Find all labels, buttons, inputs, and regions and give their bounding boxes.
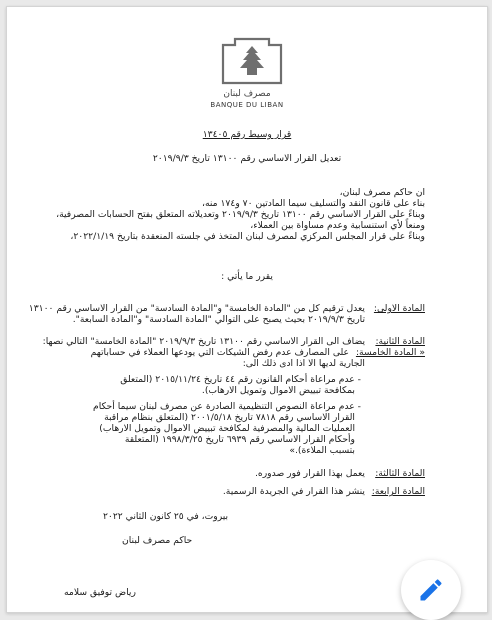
article-2-text: الجارية لديها الا اذا ادى ذلك الى: bbox=[242, 358, 365, 369]
article-3-label: المادة الثالثة: bbox=[375, 468, 425, 479]
article-1-text: تاريخ ٢٠١٩/٩/٣ بحيث يصبح على التوالي "المادة السادسة" و"المادة السابعة". bbox=[72, 314, 365, 325]
article-1-text: يعدل ترقيم كل من "المادة الخامسة" و"المادة السادسة" من القرار الاساسي رقم ١٣١٠٠ bbox=[28, 303, 365, 314]
article-2-bullet: - عدم مراعاة أحكام القانون رقم ٤٤ تاريخ ٢٠١٥/١١/٢٤ (المتعلق bbox=[120, 374, 361, 385]
article-5-label: « المادة الخامسة: bbox=[355, 347, 425, 358]
article-4-text: ينشر هذا القرار في الجريدة الرسمية. bbox=[222, 486, 365, 497]
intro-line: وبناءً على قرار المجلس المركزي لمصرف لبنان المتخذ في جلسته المنعقدة بتاريخ ٢٠٢٢/١/١٩، bbox=[70, 231, 425, 242]
signatory-title: حاكم مصرف لبنان bbox=[122, 535, 193, 546]
bank-name-en: BANQUE DU LIBAN bbox=[210, 101, 284, 109]
intro-line: وبناءً على القرار الاساسي رقم ١٣١٠٠ تاريخ ٢٠١٩/٩/٣ وتعديلاته المتعلق بفتح الحسابات المصرفية، bbox=[56, 209, 425, 220]
article-4-label: المادة الرابعة: bbox=[371, 486, 425, 497]
article-2-bullet: العمليات المالية والمصرفية لمكافحة تبييض الاموال وتمويل الارهاب) bbox=[99, 423, 355, 434]
decision-title: قرار وسيط رقم ١٣٤٠٥ bbox=[202, 129, 292, 140]
edit-button[interactable] bbox=[401, 560, 461, 620]
article-2-text: على المصارف عدم رفض الشيكات التي يودعها العملاء في حساباتهم bbox=[90, 347, 349, 358]
article-2-bullet: وأحكام القرار الاساسي رقم ٦٩٣٩ تاريخ ١٩٩٨/٣/٢٥ (المتعلقة bbox=[124, 434, 355, 445]
article-3-text: يعمل بهذا القرار فور صدوره. bbox=[255, 468, 365, 479]
article-2-bullet: بمكافحة تبييض الاموال وتمويل الارهاب). bbox=[201, 385, 355, 396]
article-2-bullet: القرار الاساسي رقم ٧٨١٨ تاريخ ٢٠٠١/٥/١٨ (المتعلق بنظام مراقبة bbox=[104, 412, 355, 423]
article-2-bullet: - عدم مراعاة النصوص التنظيمية الصادرة عن مصرف لبنان سيما أحكام bbox=[93, 401, 361, 412]
intro-line: بناء على قانون النقد والتسليف سيما المادتين ٧٠ و١٧٤ منه، bbox=[201, 198, 425, 209]
article-2-bullet: بتسبب الملاءة).» bbox=[289, 445, 355, 456]
document-page bbox=[6, 6, 488, 613]
signatory-name: رياض توفيق سلامه bbox=[64, 587, 136, 598]
decision-subtitle: تعديل القرار الاساسي رقم ١٣١٠٠ تاريخ ٢٠١٩/٩/٣ bbox=[152, 153, 342, 164]
intro-line: ومنعاً لأي استنسابية وعدم مساواة بين العملاء، bbox=[250, 220, 425, 231]
decides-heading: يقرر ما يأتي : bbox=[221, 271, 273, 282]
article-2-label: المادة الثانية: bbox=[375, 336, 425, 347]
intro-line: ان حاكم مصرف لبنان، bbox=[339, 187, 425, 198]
bank-name-ar: مصرف لبنان bbox=[223, 89, 271, 99]
place-date: بيروت، في ٢٥ كانون الثاني ٢٠٢٢ bbox=[103, 511, 229, 522]
article-1-label: المادة الاولى: bbox=[373, 303, 425, 314]
article-2-text: يضاف الى القرار الاساسي رقم ١٣١٠٠ تاريخ ٢٠١٩/٩/٣ "المادة الخامسة" التالي نصها: bbox=[42, 336, 365, 347]
cedar-logo bbox=[221, 37, 283, 85]
pencil-icon bbox=[417, 576, 445, 604]
